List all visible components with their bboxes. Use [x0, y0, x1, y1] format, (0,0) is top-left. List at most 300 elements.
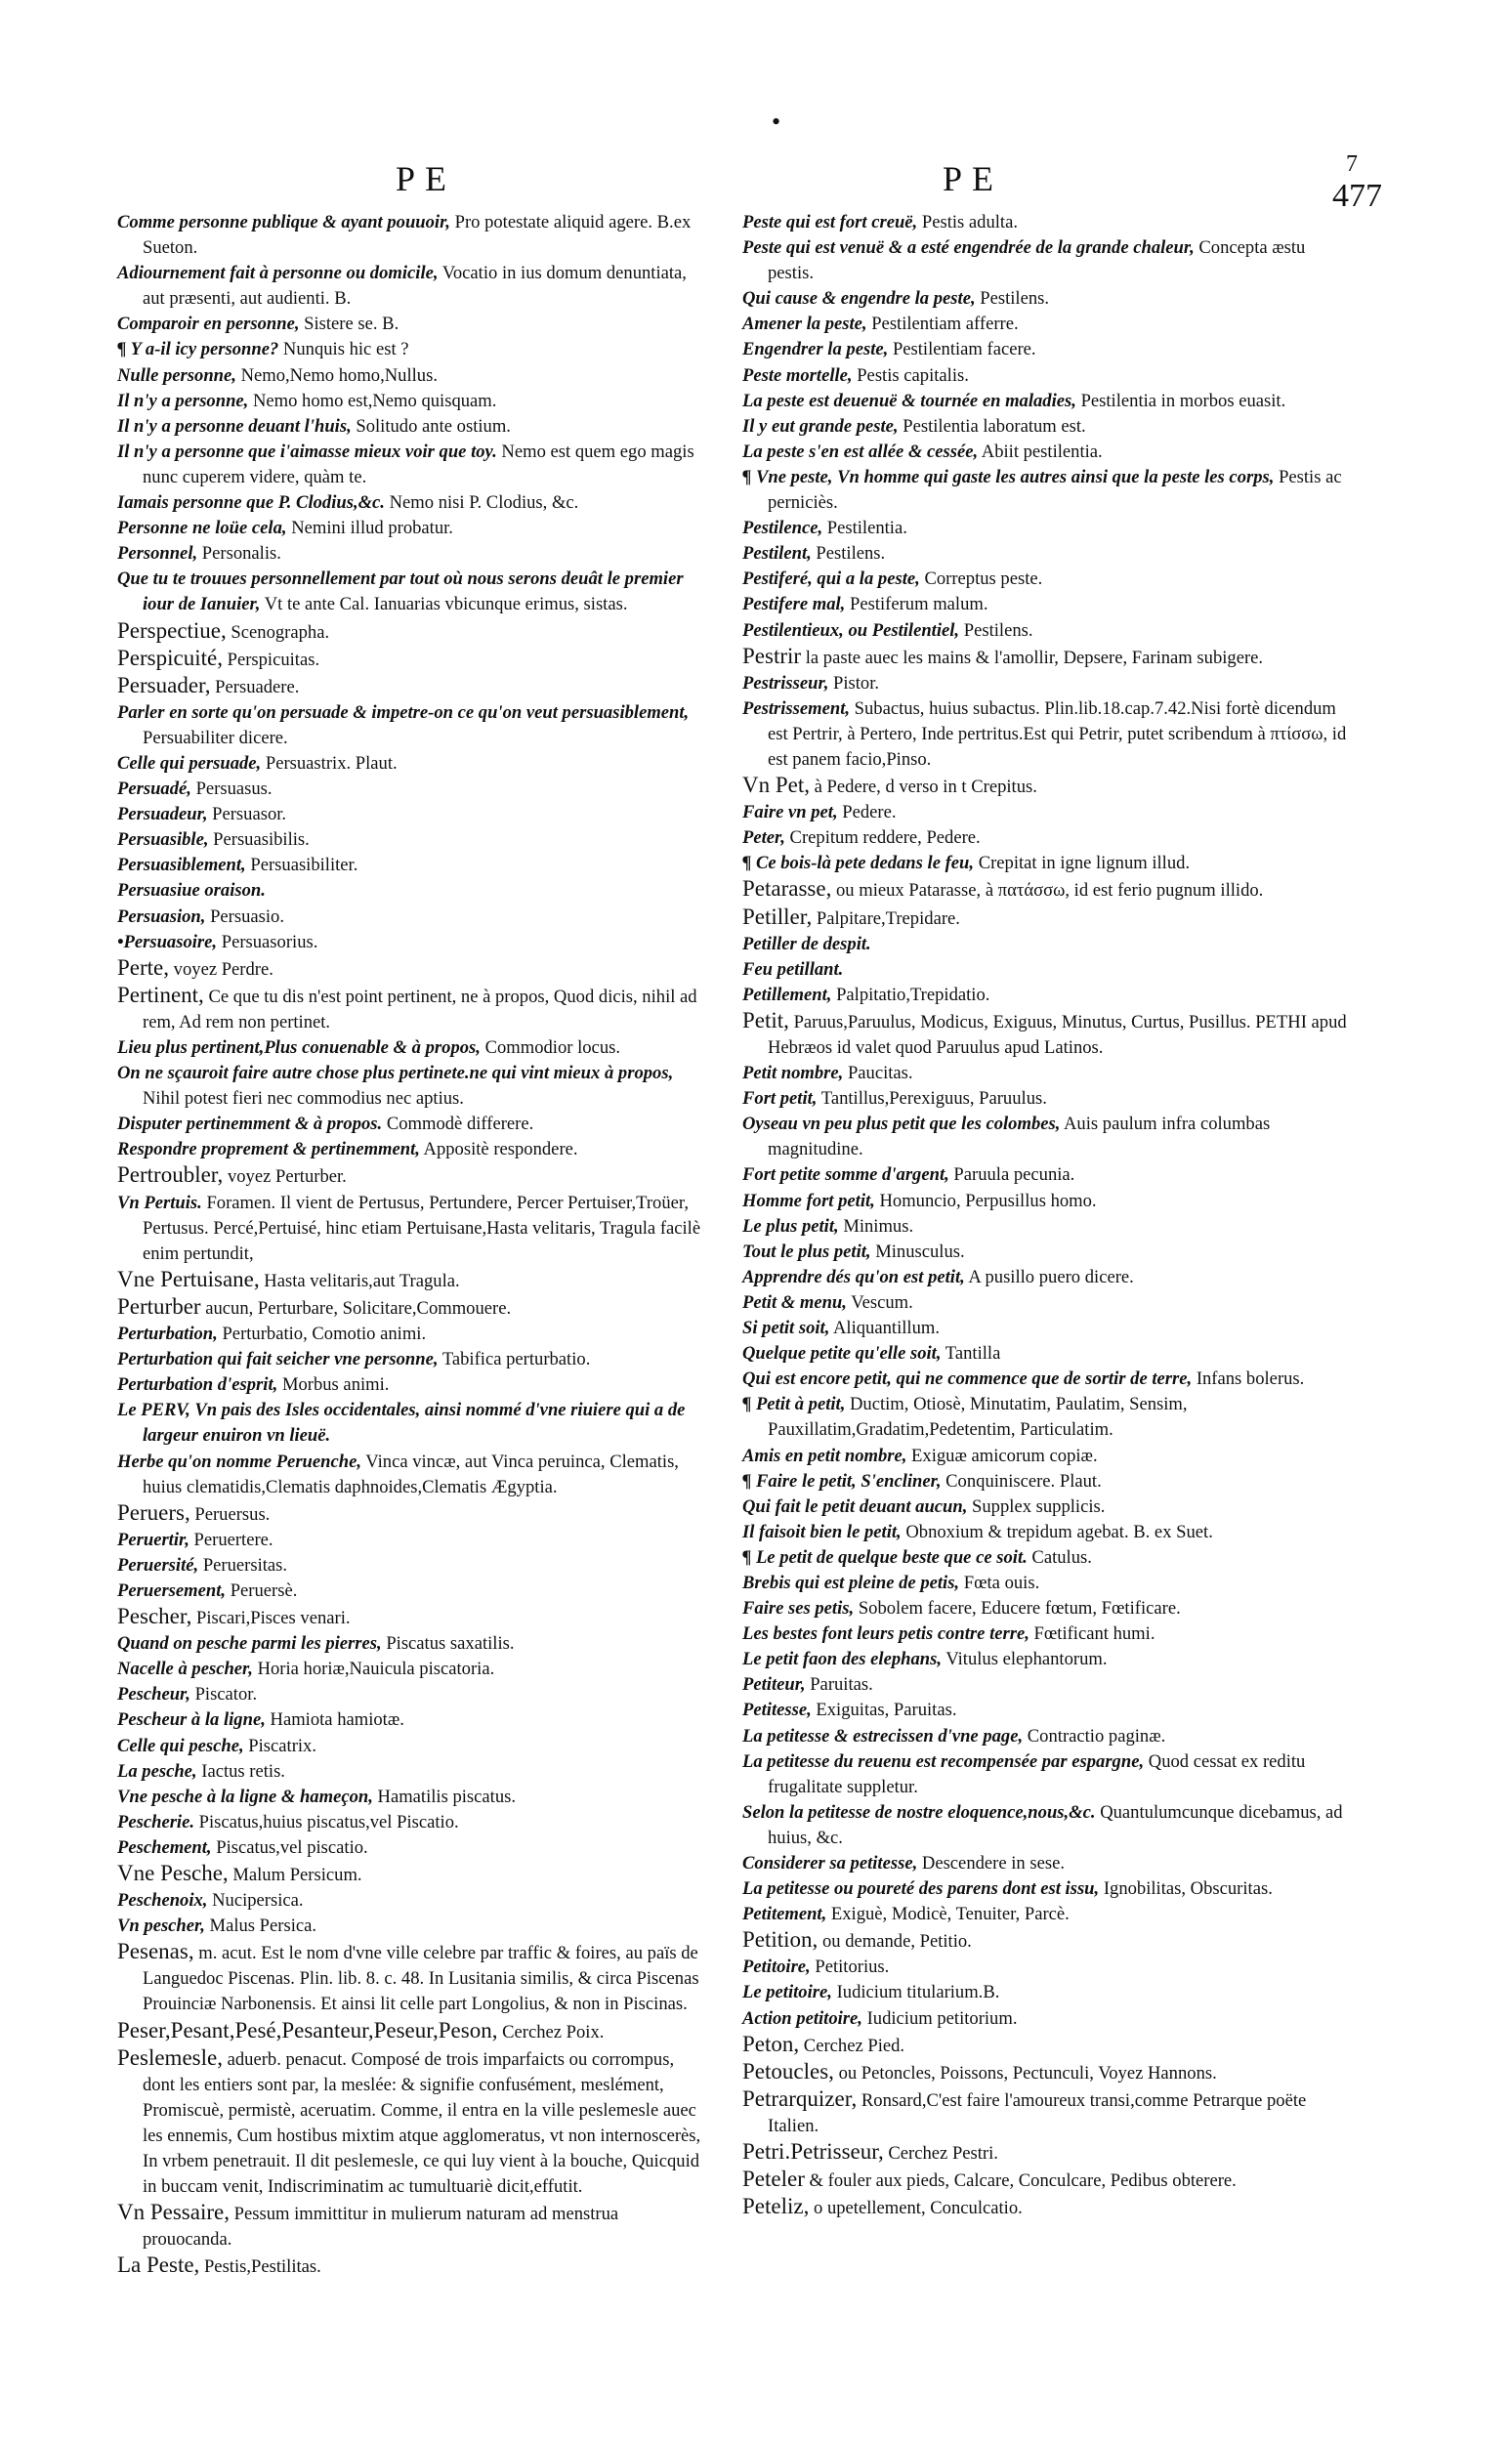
entry-headword: Peteliz, — [742, 2194, 810, 2219]
entry-gloss: Sobolem facere, Educere fœtum, Fœtificare. — [858, 1598, 1181, 1620]
entry-gloss: Descendere in sese. — [921, 1853, 1065, 1874]
dictionary-entry — [742, 1980, 1350, 2005]
entry-gloss: Commodior locus. — [484, 1037, 620, 1058]
dictionary-entry — [742, 1189, 1350, 1214]
dictionary-entry — [742, 851, 1350, 876]
dictionary-entry — [742, 465, 1350, 516]
dictionary-entry — [117, 802, 703, 827]
entry-headword: Amis en petit nombre, — [742, 1445, 907, 1466]
entry-headword: Perte, — [117, 954, 170, 980]
entry-headword: Comme personne publique & ayant pouuoir, — [117, 212, 450, 232]
entry-gloss: Piscatus saxatilis. — [386, 1633, 515, 1655]
entry-gloss: Ce que tu dis n'est point pertinent, ne à propos, Quod dicis, nihil ad rem, Ad rem non pertinet. — [143, 986, 697, 1032]
entry-headword: Les bestes font leurs petis contre terre, — [742, 1623, 1029, 1645]
entry-gloss: Concepta æstu pestis. — [768, 237, 1306, 284]
entry-gloss: Foramen. Il vient de Pertusus, Pertundere, Percer Pertuiser,Troüer, Pertusus. Percé,Pertuisé, hinc etiam Pertuisane,Hasta velitaris, Tragula facilè enim pertundit, — [143, 1192, 701, 1264]
entry-headword: Qui cause & engendre la peste, — [742, 288, 976, 310]
entry-gloss: aucun, Perturbare, Solicitare,Commouere. — [205, 1297, 512, 1319]
entry-headword: ¶ Ce bois-là pete dedans le feu, — [742, 853, 975, 874]
entry-headword: Pestrissement, — [742, 697, 851, 719]
dictionary-entry — [742, 983, 1350, 1008]
entry-gloss: Fœta ouis. — [963, 1572, 1040, 1593]
entry-gloss: Persuastrix. Plaut. — [265, 752, 398, 774]
entry-gloss: Correptus peste. — [924, 568, 1043, 590]
dictionary-entry — [117, 1035, 703, 1061]
entry-gloss: Appositè respondere. — [423, 1139, 578, 1160]
entry-headword: Peste mortelle, — [742, 364, 853, 386]
entry-headword: Petiteur, — [742, 1674, 806, 1696]
entry-gloss: Cerchez Poix. — [502, 2021, 605, 2042]
entry-headword: Il y eut grande peste, — [742, 415, 899, 437]
entry-headword: Petit, — [742, 1007, 789, 1032]
entry-gloss: Pestilentia in morbos euasit. — [1080, 390, 1286, 411]
entry-gloss: voyez Perturber. — [227, 1166, 347, 1188]
entry-gloss: Exiguæ amicorum copiæ. — [911, 1445, 1098, 1466]
dictionary-entry — [117, 878, 703, 904]
entry-headword: Petitement, — [742, 1904, 827, 1925]
dictionary-entry — [742, 541, 1350, 567]
page-ornament-dot: • — [772, 107, 781, 136]
dictionary-entry — [117, 1398, 703, 1449]
entry-gloss: Vocatio in ius domum denuntiata, aut præsenti, aut audienti. B. — [143, 263, 687, 310]
entry-gloss: Pestis ac perniciès. — [768, 466, 1342, 514]
entry-gloss: Petitorius. — [815, 1957, 890, 1978]
entry-headword: Petillement, — [742, 984, 832, 1005]
dictionary-entry — [117, 2045, 703, 2201]
entry-headword: Peteler — [742, 2167, 805, 2192]
entry-gloss: Homuncio, Perpusillus homo. — [879, 1190, 1097, 1211]
entry-gloss: Aliquantillum. — [833, 1318, 940, 1339]
dictionary-entry — [742, 1902, 1350, 1927]
entry-headword: Respondre proprement & pertinemment, — [117, 1139, 420, 1160]
entry-gloss: Ignobilitas, Obscuritas. — [1103, 1878, 1273, 1900]
entry-gloss: Vescum. — [851, 1291, 913, 1313]
entry-gloss: Infans bolerus. — [1196, 1368, 1305, 1390]
entry-headword: ¶ Y a-il icy personne? — [117, 339, 279, 360]
dictionary-entry — [742, 800, 1350, 825]
dictionary-entry — [742, 1290, 1350, 1316]
entry-gloss: Fœtificant humi. — [1033, 1623, 1155, 1645]
dictionary-entry — [742, 1800, 1350, 1851]
entry-headword: Pestilentieux, ou Pestilentiel, — [742, 619, 960, 641]
dictionary-entry — [742, 1927, 1350, 1955]
entry-headword: Peruersité, — [117, 1554, 199, 1576]
dictionary-entry — [742, 1724, 1350, 1749]
dictionary-entry — [742, 1749, 1350, 1800]
entry-gloss: Peruersus. — [194, 1503, 271, 1525]
entry-headword: Comparoir en personne, — [117, 314, 300, 335]
dictionary-entry — [742, 1061, 1350, 1086]
dictionary-entry — [117, 983, 703, 1035]
entry-headword: Que tu te trouues personnellement par tout où nous serons deuât le premier iour de Ianuier, — [117, 568, 684, 615]
entry-headword: La peste est deuenuë & tournée en maladies, — [742, 390, 1076, 411]
entry-headword: Selon la petitesse de nostre eloquence,nous,&c. — [742, 1801, 1096, 1823]
entry-headword: Fort petit, — [742, 1088, 818, 1110]
dictionary-entry — [742, 1367, 1350, 1392]
dictionary-entry — [117, 516, 703, 541]
entry-gloss: Paruus,Paruulus, Modicus, Exiguus, Minutus, Curtus, Pusillus. PETHI apud Hebræos id valet quod Paruulus apud Latinos. — [768, 1011, 1347, 1058]
dictionary-entry — [742, 592, 1350, 617]
entry-gloss: Ronsard,C'est faire l'amoureux transi,comme Petrarque poëte Italien. — [768, 2089, 1307, 2136]
dictionary-entry — [117, 827, 703, 853]
entry-gloss: Tabifica perturbatio. — [441, 1349, 591, 1370]
entry-headword: Peter, — [742, 827, 785, 849]
entry-headword: Persuadeur, — [117, 804, 208, 825]
entry-gloss: Nemo nisi P. Clodius, &c. — [389, 492, 579, 514]
entry-headword: Peste qui est venuë & a esté engendrée de la grande chaleur, — [742, 237, 1195, 259]
entry-headword: Persuasion, — [117, 905, 206, 927]
entry-gloss: o upetellement, Conculcatio. — [814, 2198, 1023, 2219]
entry-headword: Action petitoire, — [742, 2007, 862, 2029]
entry-headword: Perturbation qui fait seicher vne personne, — [117, 1349, 439, 1370]
entry-headword: Peruersement, — [117, 1579, 227, 1601]
running-head-right: PE — [943, 159, 1004, 198]
entry-gloss: Pestiferum malum. — [850, 594, 988, 615]
entry-headword: Tout le plus petit, — [742, 1241, 871, 1262]
dictionary-entry — [117, 777, 703, 802]
dictionary-entry — [742, 210, 1350, 235]
entry-headword: Celle qui pesche, — [117, 1735, 244, 1756]
entry-gloss: Piscator. — [194, 1684, 258, 1705]
dictionary-entry — [117, 261, 703, 312]
entry-headword: Peschenoix, — [117, 1890, 208, 1912]
entry-gloss: Pestilentia laboratum est. — [903, 415, 1086, 437]
entry-headword: Vn pescher, — [117, 1916, 205, 1937]
dictionary-entry — [117, 567, 703, 617]
dictionary-entry — [117, 1631, 703, 1657]
dictionary-entry — [117, 1112, 703, 1137]
entry-headword: Quand on pesche parmi les pierres, — [117, 1633, 382, 1655]
entry-gloss: Peruersitas. — [202, 1554, 288, 1576]
entry-headword: La Peste, — [117, 2253, 200, 2278]
dictionary-entry — [117, 541, 703, 567]
entry-gloss: Scenographa. — [231, 621, 330, 643]
dictionary-entry — [117, 1888, 703, 1914]
entry-headword: Persuasiue oraison. — [117, 880, 266, 902]
entry-headword: Peruertir, — [117, 1529, 189, 1550]
entry-headword: Amener la peste, — [742, 314, 867, 335]
dictionary-entry — [117, 2018, 703, 2045]
entry-headword: Petarasse, — [742, 876, 832, 902]
entry-gloss: Iudicium petitorium. — [866, 2007, 1018, 2029]
entry-gloss: Persuasorius. — [221, 931, 318, 952]
dictionary-entry — [117, 751, 703, 777]
entry-gloss: m. acut. Est le nom d'vne ville celebre par traffic & foires, au païs de Languedoc Piscenas. Plin. lib. 8. c. 48. In Lusitania similis, & circa Piscenas Prouinciæ Narbonensis. Et ainsi lit celle part Longolius, & non in Piscinas. — [143, 1943, 699, 2015]
dictionary-entry — [117, 1734, 703, 1759]
running-head-left: PE — [396, 159, 457, 198]
entry-gloss: Palpitare,Trepidare. — [816, 907, 960, 929]
entry-headword: Iamais personne que P. Clodius,&c. — [117, 492, 385, 514]
dictionary-entry — [742, 2167, 1350, 2194]
dictionary-entry — [117, 1191, 703, 1267]
dictionary-entry — [117, 1137, 703, 1162]
entry-gloss: Pestilentia. — [826, 518, 907, 539]
dictionary-entry — [117, 1500, 703, 1528]
entry-headword: Vne pesche à la ligne & hameçon, — [117, 1786, 373, 1807]
entry-gloss: Vitulus elephantorum. — [945, 1649, 1108, 1670]
dictionary-entry — [742, 1955, 1350, 1980]
dictionary-entry — [742, 1876, 1350, 1902]
entry-headword: Petit & menu, — [742, 1291, 847, 1313]
entry-headword: La pesche, — [117, 1760, 197, 1782]
entry-headword: Brebis qui est pleine de petis, — [742, 1572, 960, 1593]
entry-headword: Celle qui persuade, — [117, 752, 262, 774]
dictionary-entry — [742, 773, 1350, 800]
entry-headword: Petitoire, — [742, 1957, 811, 1978]
dictionary-entry — [117, 853, 703, 878]
entry-gloss: ou Petoncles, Poissons, Pectunculi, Voyez Hannons. — [838, 2062, 1217, 2084]
entry-gloss: Auis paulum infra columbas magnitudine. — [768, 1114, 1271, 1160]
dictionary-entry — [742, 1265, 1350, 1290]
dictionary-entry — [742, 876, 1350, 904]
entry-headword: Il n'y a personne, — [117, 390, 249, 411]
entry-headword: Pescher, — [117, 1604, 192, 1629]
entry-headword: Perturbation d'esprit, — [117, 1374, 278, 1396]
entry-headword: Feu petillant. — [742, 958, 844, 980]
dictionary-entry — [742, 1162, 1350, 1188]
entry-headword: Petiller, — [742, 904, 813, 929]
dictionary-entry — [742, 2086, 1350, 2139]
entry-gloss: Hasta velitaris,aut Tragula. — [264, 1270, 460, 1291]
entry-gloss: Vinca vincæ, aut Vinca peruinca, Clematis, huius clematidis,Clematis daphnoides,Clematis Ægyptia. — [143, 1451, 679, 1497]
entry-gloss: Personalis. — [201, 543, 281, 565]
entry-gloss: voyez Perdre. — [173, 958, 273, 980]
dictionary-entry — [117, 1810, 703, 1835]
entry-headword: Qui fait le petit deuant aucun, — [742, 1495, 968, 1517]
entry-gloss: Paruula pecunia. — [953, 1164, 1075, 1186]
entry-gloss: Ductim, Otiosè, Minutatim, Paulatim, Sensim, Pauxillatim,Gradatim,Pedetentim, Particulatim. — [768, 1394, 1188, 1441]
dictionary-entry — [117, 1759, 703, 1785]
dictionary-entry — [117, 1914, 703, 1939]
entry-gloss: Pro potestate aliquid agere. B.ex Sueton. — [143, 212, 692, 259]
entry-headword: Personne ne loüe cela, — [117, 518, 287, 539]
entry-gloss: Hamatilis piscatus. — [377, 1786, 517, 1807]
entry-gloss: Horia horiæ,Nauicula piscatoria. — [257, 1659, 495, 1680]
entry-gloss: Conquiniscere. Plaut. — [945, 1470, 1102, 1492]
entry-headword: Petitesse, — [742, 1700, 812, 1721]
entry-headword: Faire ses petis, — [742, 1598, 855, 1620]
entry-headword: Persuasible, — [117, 829, 209, 851]
entry-gloss: Hamiota hamiotæ. — [270, 1709, 404, 1731]
entry-gloss: Peruersè. — [230, 1579, 298, 1601]
entry-headword: Pertroubler, — [117, 1162, 224, 1188]
entry-gloss: Pistor. — [833, 672, 880, 694]
dictionary-entry — [117, 955, 703, 983]
dictionary-entry — [117, 1322, 703, 1347]
entry-headword: La petitesse ou poureté des parens dont est issu, — [742, 1878, 1100, 1900]
entry-gloss: Solitudo ante ostium. — [356, 415, 511, 437]
entry-gloss: A pusillo puero dicere. — [968, 1266, 1134, 1287]
entry-headword: Pestrir — [742, 643, 802, 668]
dictionary-entry — [742, 1240, 1350, 1265]
entry-gloss: Cerchez Pied. — [803, 2035, 905, 2056]
dictionary-entry — [117, 1267, 703, 1294]
dictionary-entry — [117, 1604, 703, 1631]
dictionary-entry — [742, 644, 1350, 671]
entry-gloss: Malus Persica. — [209, 1916, 317, 1937]
entry-gloss: Persuasus. — [195, 779, 273, 800]
dictionary-entry — [742, 337, 1350, 362]
dictionary-entry — [742, 1672, 1350, 1698]
entry-gloss: Paruitas. — [810, 1674, 873, 1696]
entry-gloss: Morbus animi. — [281, 1374, 390, 1396]
entry-headword: Petrarquizer, — [742, 2085, 858, 2111]
dictionary-entry — [742, 389, 1350, 414]
entry-headword: Le plus petit, — [742, 1215, 839, 1237]
entry-headword: Petri.Petrisseur, — [742, 2139, 884, 2165]
entry-headword: ¶ Petit à petit, — [742, 1394, 846, 1415]
entry-gloss: Piscatus,huius piscatus,vel Piscatio. — [198, 1811, 459, 1832]
entry-gloss: Persuasor. — [212, 804, 287, 825]
dictionary-entry — [742, 1469, 1350, 1495]
entry-gloss: Persuasibiliter. — [250, 855, 358, 876]
dictionary-entry — [117, 440, 703, 490]
entry-gloss: ou mieux Patarasse, à πατάσσω, id est ferio pugnum illido. — [835, 880, 1264, 902]
entry-headword: Lieu plus pertinent,Plus conuenable & à propos, — [117, 1037, 481, 1058]
entry-headword: Le petitoire, — [742, 1982, 832, 2003]
entry-gloss: Exiguitas, Paruitas. — [816, 1700, 957, 1721]
entry-headword: Il faisoit bien le petit, — [742, 1521, 902, 1542]
entry-headword: Petiller de despit. — [742, 933, 871, 954]
entry-gloss: Persuabiliter dicere. — [143, 727, 288, 748]
dictionary-entry — [742, 414, 1350, 440]
entry-headword: Homme fort petit, — [742, 1190, 875, 1211]
entry-headword: Persuasiblement, — [117, 855, 246, 876]
entry-gloss: Exiguè, Modicè, Tenuiter, Parcè. — [830, 1904, 1070, 1925]
dictionary-entry — [742, 516, 1350, 541]
dictionary-entry — [117, 1372, 703, 1398]
entry-gloss: Malum Persicum. — [232, 1865, 362, 1885]
entry-headword: Pestilence, — [742, 518, 823, 539]
entry-headword: Il n'y a personne que i'aimasse mieux voir que toy. — [117, 441, 497, 462]
dictionary-entry — [742, 618, 1350, 644]
entry-headword: Peser,Pesant,Pesé,Pesanteur,Peseur,Peson, — [117, 2017, 498, 2042]
dictionary-entry — [742, 905, 1350, 932]
dictionary-entry — [117, 389, 703, 414]
entry-gloss: Cerchez Pestri. — [888, 2143, 998, 2165]
entry-headword: La petitesse du reuenu est recompensée par espargne, — [742, 1750, 1145, 1772]
entry-headword: Parler en sorte qu'on persuade & impetre-on ce qu'on veut persuasiblement, — [117, 701, 690, 723]
dictionary-entry — [742, 1520, 1350, 1545]
dictionary-entry — [742, 1571, 1350, 1596]
entry-headword: Persuadé, — [117, 779, 191, 800]
page-number: 477 — [1332, 178, 1382, 214]
entry-headword: ¶ Faire le petit, S'encliner, — [742, 1470, 942, 1492]
dictionary-entry — [742, 2139, 1350, 2167]
dictionary-entry — [117, 1579, 703, 1604]
dictionary-entry — [117, 1162, 703, 1190]
entry-headword: Oyseau vn peu plus petit que les colombes, — [742, 1114, 1061, 1135]
entry-gloss: Nemo,Nemo homo,Nullus. — [240, 364, 438, 386]
entry-gloss: Persuadere. — [215, 676, 300, 697]
entry-gloss: à Pedere, d verso in t Crepitus. — [814, 777, 1037, 798]
entry-gloss: Nihil potest fieri nec commodius nec aptius. — [143, 1088, 464, 1110]
entry-headword: Pescheur à la ligne, — [117, 1709, 266, 1731]
dictionary-entry — [117, 2200, 703, 2253]
entry-gloss: Iudicium titularium.B. — [836, 1982, 1000, 2003]
entry-headword: Pescheur, — [117, 1684, 190, 1705]
entry-gloss: Pestilens. — [816, 543, 886, 565]
entry-headword: Nulle personne, — [117, 364, 236, 386]
dictionary-entry — [117, 1528, 703, 1553]
dictionary-entry — [742, 1545, 1350, 1571]
entry-gloss: Tantilla — [945, 1343, 1001, 1365]
entry-headword: Engendrer la peste, — [742, 339, 889, 360]
dictionary-entry — [117, 700, 703, 751]
entry-gloss: Pestis adulta. — [921, 212, 1018, 232]
dictionary-entry — [117, 1682, 703, 1707]
entry-gloss: Pestilens. — [963, 619, 1033, 641]
dictionary-entry — [742, 363, 1350, 389]
dictionary-entry — [742, 440, 1350, 465]
dictionary-entry — [742, 2059, 1350, 2086]
entry-headword: Peton, — [742, 2031, 800, 2056]
entry-headword: Le petit faon des elephans, — [742, 1649, 942, 1670]
dictionary-entry — [742, 957, 1350, 983]
dictionary-entry — [742, 2006, 1350, 2032]
dictionary-entry — [117, 1835, 703, 1861]
dictionary-entry — [742, 1086, 1350, 1112]
dictionary-entry — [117, 905, 703, 930]
entry-gloss: Contractio paginæ. — [1027, 1725, 1166, 1747]
entry-headword: Qui est encore petit, qui ne commence que de sortir de terre, — [742, 1368, 1193, 1390]
left-column — [117, 210, 703, 2281]
entry-headword: Peste qui est fort creuë, — [742, 212, 918, 232]
entry-gloss: Peruertere. — [193, 1529, 273, 1550]
dictionary-entry — [117, 618, 703, 646]
entry-gloss: Catulus. — [1031, 1546, 1092, 1568]
entry-gloss: Pessum immittitur in mulierum naturam ad menstrua prouocanda. — [143, 2204, 619, 2251]
entry-headword: Le PERV, Vn pais des Isles occidentales, ainsi nommé d'vne riuiere qui a de largeur enuiron vn lieuë. — [117, 1400, 686, 1447]
entry-headword: Peschement, — [117, 1836, 212, 1858]
entry-gloss: Quantulumcunque dicebamus, ad huius, &c. — [768, 1801, 1343, 1848]
entry-gloss: Nunquis hic est ? — [282, 339, 409, 360]
dictionary-entry — [742, 1851, 1350, 1876]
entry-headword: Fort petite somme d'argent, — [742, 1164, 949, 1186]
entry-headword: Considerer sa petitesse, — [742, 1853, 918, 1874]
dictionary-entry — [117, 1707, 703, 1733]
entry-gloss: Persuasibilis. — [213, 829, 310, 851]
entry-headword: La petitesse & estrecissen d'vne page, — [742, 1725, 1024, 1747]
entry-headword: Pescherie. — [117, 1811, 194, 1832]
entry-gloss: Tantillus,Perexiguus, Paruulus. — [820, 1088, 1047, 1110]
entry-headword: Peslemesle, — [117, 2044, 223, 2070]
entry-headword: Vn Pet, — [742, 773, 810, 798]
entry-gloss: Obnoxium & trepidum agebat. B. ex Suet. — [905, 1521, 1213, 1542]
dictionary-entry — [117, 2253, 703, 2280]
entry-gloss: Palpitatio,Trepidatio. — [836, 984, 990, 1005]
entry-gloss: Pestilentiam afferre. — [871, 314, 1019, 335]
entry-gloss: Piscatus,vel piscatio. — [216, 1836, 368, 1858]
dictionary-entry — [742, 1008, 1350, 1061]
entry-gloss: Pestis,Pestilitas. — [203, 2256, 321, 2278]
entry-headword: Petition, — [742, 1927, 819, 1953]
dictionary-entry — [117, 1553, 703, 1579]
entry-gloss: Perturbatio, Comotio animi. — [222, 1324, 427, 1345]
entry-headword: Petit nombre, — [742, 1063, 844, 1084]
dictionary-entry — [117, 210, 703, 261]
entry-gloss: ou demande, Petitio. — [821, 1931, 972, 1953]
entry-gloss: Nucipersica. — [212, 1890, 304, 1912]
dictionary-entry — [742, 1444, 1350, 1469]
entry-headword: ¶ Le petit de quelque beste que ce soit. — [742, 1546, 1028, 1568]
entry-headword: Persuader, — [117, 672, 211, 697]
entry-gloss: Minimus. — [843, 1215, 914, 1237]
corner-mark: 7 — [1346, 151, 1358, 177]
dictionary-entry — [742, 235, 1350, 286]
entry-headword: Pestifere mal, — [742, 594, 846, 615]
entry-gloss: Pedere. — [842, 802, 897, 823]
